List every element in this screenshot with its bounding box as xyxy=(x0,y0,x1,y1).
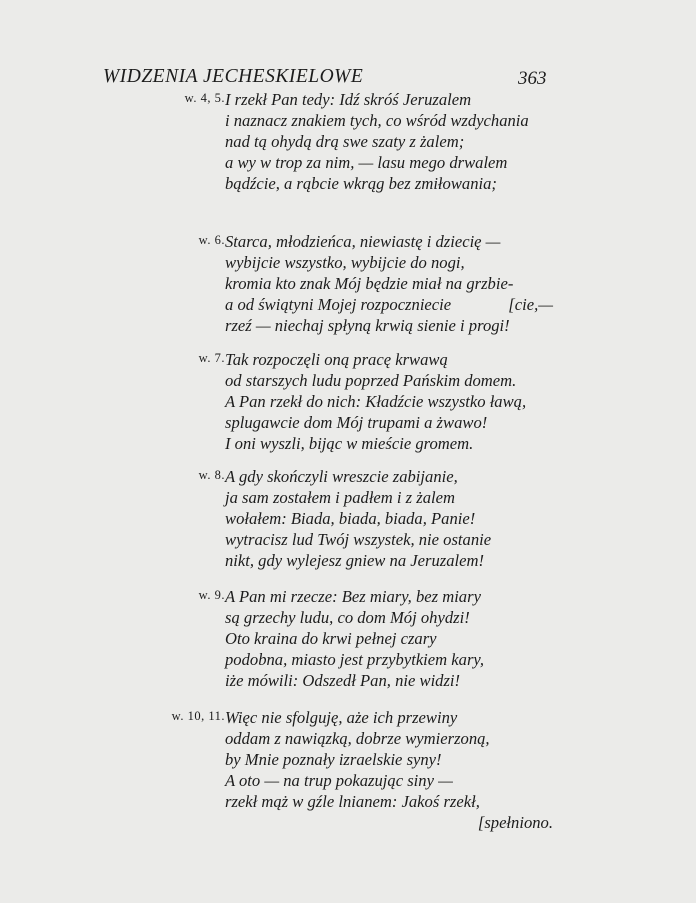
verse-line-text: Oto kraina do krwi pełnej czary xyxy=(225,629,437,648)
verse-line-text: I oni wyszli, bijąc w mieście gromem. xyxy=(225,434,474,453)
verse-reference: w. 4, 5. xyxy=(184,91,225,105)
verse-line-text: od starszych ludu poprzed Pańskim domem. xyxy=(225,371,517,390)
verse-line xyxy=(225,487,553,508)
verse-line xyxy=(225,412,553,433)
verse-reference: w. 8. xyxy=(198,468,225,482)
verse-line-text: Starca, młodzieńca, niewiastę i dziecię — xyxy=(225,232,501,251)
verse-line xyxy=(225,749,553,770)
verse-line-text: a wy w trop za nim, — lasu mego drwalem xyxy=(225,153,508,172)
verse-line-text: kromia kto znak Mój będzie miał na grzbie- xyxy=(225,274,514,293)
verse-line xyxy=(225,315,553,336)
verse-line xyxy=(225,550,553,571)
running-header-title: WIDZENIA JECHESKIELOWE xyxy=(103,66,364,87)
verse-line-text: iże mówili: Odszedł Pan, nie widzi! xyxy=(225,671,461,690)
verse-line xyxy=(225,370,553,391)
verse-line xyxy=(225,649,553,670)
verse-line xyxy=(225,349,553,370)
verse-line xyxy=(225,508,553,529)
verse-line-text: by Mnie poznały izraelskie syny! xyxy=(225,750,442,769)
verse-line xyxy=(225,273,553,294)
verse-line-text: A gdy skończyli wreszcie zabijanie, xyxy=(225,467,458,486)
verse-lines xyxy=(225,89,553,194)
verse-line-text: A Pan mi rzecze: Bez miary, bez miary xyxy=(225,587,481,606)
verse-line-text: oddam z nawiązką, dobrze wymierzoną, xyxy=(225,729,490,748)
verse-line xyxy=(225,391,553,412)
verse-reference: w. 7. xyxy=(198,351,225,365)
verse-line-text: bądźcie, a rąbcie wkrąg bez zmiłowania; xyxy=(225,174,497,193)
verse-line-text: wytracisz lud Twój wszystek, nie ostanie xyxy=(225,530,492,549)
verse-line xyxy=(225,110,553,131)
verse-line xyxy=(225,670,553,691)
verse-line-text: nad tą ohydą drą swe szaty z żalem; xyxy=(225,132,465,151)
verse-line xyxy=(225,252,553,273)
verse-line-text: A Pan rzekł do nich: Kładźcie wszystko ławą, xyxy=(225,392,527,411)
verse-lines xyxy=(225,586,553,691)
line-continuation: [spełniono. xyxy=(477,813,553,832)
verse-line xyxy=(225,89,553,110)
verse-line xyxy=(225,152,553,173)
verse-line-text: I rzekł Pan tedy: Idź skróś Jeruzalem xyxy=(225,90,472,109)
verse-line xyxy=(225,466,553,487)
verse-line xyxy=(225,173,553,194)
page-number: 363 xyxy=(518,68,547,89)
verse-reference: w. 10, 11. xyxy=(171,709,225,723)
verse-line-text: Więc nie sfolguję, aże ich przewiny xyxy=(225,708,458,727)
verse-lines xyxy=(225,349,553,454)
verse-line-text: wybijcie wszystko, wybijcie do nogi, xyxy=(225,253,465,272)
verse-line xyxy=(225,728,553,749)
verse-line xyxy=(225,586,553,607)
verse-line xyxy=(225,231,553,252)
verse-line xyxy=(225,294,553,315)
line-continuation: [cie,— xyxy=(508,295,553,314)
verse-line xyxy=(225,607,553,628)
verse-line-text: podobna, miasto jest przybytkiem kary, xyxy=(225,650,485,669)
verse-line xyxy=(225,770,553,791)
verse-line-text: wołałem: Biada, biada, biada, Panie! xyxy=(225,509,476,528)
verse-line-text: są grzechy ludu, co dom Mój ohydzi! xyxy=(225,608,470,627)
verse-lines xyxy=(225,466,553,571)
verse-line xyxy=(225,433,553,454)
verse-line-text: splugawcie dom Mój trupami a żwawo! xyxy=(225,413,488,432)
verse-reference: w. 6. xyxy=(198,233,225,247)
verse-lines xyxy=(225,707,553,833)
verse-line xyxy=(225,529,553,550)
verse-line xyxy=(225,707,553,728)
verse-line-text: nikt, gdy wylejesz gniew na Jeruzalem! xyxy=(225,551,484,570)
verse-reference: w. 9. xyxy=(198,588,225,602)
verse-line-text: Tak rozpoczęli oną pracę krwawą xyxy=(225,350,448,369)
verse-line-text: a od świątyni Mojej rozpoczniecie xyxy=(225,295,452,314)
verse-line-text: A oto — na trup pokazując siny — xyxy=(225,771,453,790)
verse-line-text: rzekł mąż w gźle lnianem: Jakoś rzekł, xyxy=(225,792,480,811)
verse-line-text: i naznacz znakiem tych, co wśród wzdychania xyxy=(225,111,529,130)
verse-lines xyxy=(225,231,553,336)
verse-line-text: rzeź — niechaj spłyną krwią sienie i progi! xyxy=(225,316,510,335)
verse-line xyxy=(225,628,553,649)
verse-line xyxy=(225,791,553,812)
verse-line xyxy=(225,131,553,152)
verse-line-text: ja sam zostałem i padłem i z żalem xyxy=(225,488,456,507)
